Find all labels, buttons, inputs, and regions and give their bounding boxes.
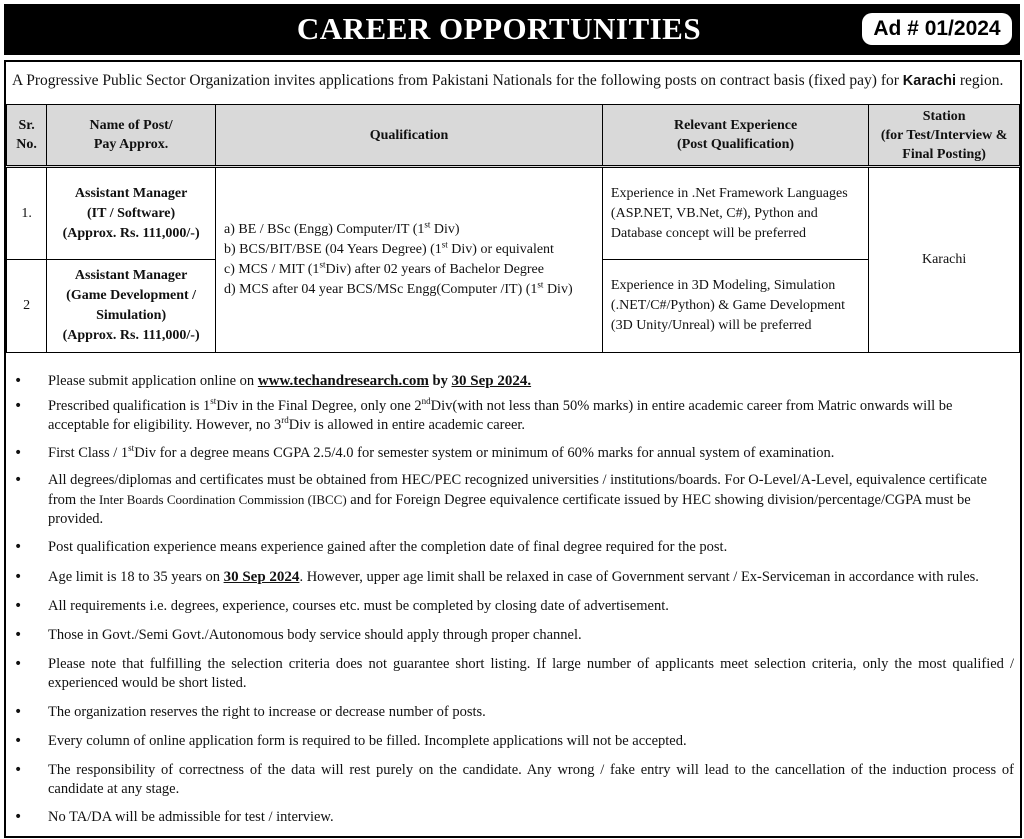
rule2-sup1: st (210, 396, 217, 407)
rule12-text: The responsibility of correctness of the data will rest purely on the candidate. Any wrong / fake entry will lead to the cancellation of the induction process of candidate at any stage. (48, 762, 1014, 797)
row1-post (47, 167, 216, 260)
qual-c-sup: st (319, 259, 326, 270)
rule3-a: First Class / 1 (48, 445, 129, 461)
rule2-sup2: nd (421, 396, 431, 407)
list-item (10, 703, 1014, 722)
list-item (10, 538, 1014, 557)
row2-title: Assistant Manager (74, 268, 188, 283)
header-name (47, 105, 216, 167)
rule3-b: Div for a degree means CGPA 2.5/4.0 for semester system or minimum of 60% marks for annual system of examination. (134, 445, 835, 461)
rule7-text: All requirements i.e. degrees, experience, courses etc. must be completed by closing date of advertisement. (48, 598, 669, 614)
bullet-icon: • (14, 627, 23, 643)
qual-d-end: Div) (543, 282, 573, 297)
qual-b-sup: st (441, 239, 448, 250)
ad-number-badge: Ad # 01/2024 (862, 13, 1012, 45)
qual-a-end: Div) (430, 222, 460, 237)
header-experience (602, 105, 868, 167)
list-item (10, 372, 1014, 391)
bullet-icon: • (14, 445, 23, 461)
bullet-icon: • (14, 762, 23, 778)
list-item (10, 444, 1014, 463)
row1-experience (602, 167, 868, 260)
qual-b-end: Div) or equivalent (447, 242, 554, 257)
list-item (10, 808, 1014, 827)
intro-suffix: region. (956, 72, 1004, 89)
rule10-text: The organization reserves the right to increase or decrease number of posts. (48, 704, 486, 720)
rule6-date: 30 Sep 2024 (223, 569, 300, 585)
rule9-text: Please note that fulfilling the selection criteria does not guarantee short listing. If large number of applicants meet selection criteria, only the most qualified / experienced would be short listed. (48, 656, 1014, 691)
header-sr-line2: No. (16, 137, 37, 152)
header-name-line2: Pay Approx. (93, 137, 169, 152)
intro-text (12, 72, 1012, 90)
rule8-text: Those in Govt./Semi Govt./Autonomous body service should apply through proper channel. (48, 627, 582, 643)
rule1-deadline: 30 Sep 2024. (451, 373, 532, 389)
rule4-ibcc: the Inter Boards Coordination Commission (IBCC) (79, 492, 347, 507)
qual-d-sup: st (537, 279, 544, 290)
row1-title: Assistant Manager (74, 185, 188, 201)
list-item (10, 626, 1014, 645)
rule3-sup: st (128, 443, 135, 454)
row2-dept2: Simulation) (96, 308, 167, 323)
bullet-icon: • (14, 569, 23, 585)
row2-sr: 2 (7, 260, 47, 353)
row1-exp-line2: (ASP.NET, VB.Net, C#), Python and (610, 205, 818, 221)
bullet-icon: • (14, 398, 23, 414)
header-banner (4, 4, 1020, 55)
row1-pay: (Approx. Rs. 111,000/-) (62, 225, 200, 241)
intro-region: Karachi (902, 73, 956, 89)
posts-table (6, 104, 1020, 353)
bullet-icon: • (14, 809, 23, 825)
rule2-c: Div(with not less than 50% marks) in entire academic career from Matric onwards will be acceptable for eligibility. However, no 3 (48, 398, 953, 433)
table-row (7, 167, 1020, 260)
row2-dept: (Game Development / (66, 288, 197, 303)
rule2-b: Div in the Final Degree, only one 2 (216, 398, 422, 414)
intro-body: A Progressive Public Sector Organization invites applications from Pakistani Nationals for the following posts on contract basis (fixed pay) for (12, 72, 903, 89)
qual-c-end: Div) after 02 years of Bachelor Degree (325, 262, 544, 277)
header-stn-line3: Final Posting) (902, 146, 986, 162)
list-item (10, 568, 1014, 587)
station-cell: Karachi (869, 167, 1020, 353)
header-qualification: Qualification (216, 105, 603, 167)
rule6-b: . However, upper age limit shall be relaxed in case of Government servant / Ex-Serviceman in accordance with rules. (299, 569, 979, 585)
bullet-icon: • (14, 373, 23, 389)
rule6-a: Age limit is 18 to 35 years on (48, 569, 224, 585)
table-header-row (7, 105, 1020, 167)
bullet-icon: • (14, 472, 23, 488)
row1-exp-line3: Database concept will be preferred (610, 225, 807, 241)
rule4-a: All degrees/diplomas and certificates must be obtained from HEC/PEC recognized universities / institutions/boards. For O-Level/A-Level, equivalence certificate from (48, 472, 987, 508)
instructions-list (10, 370, 1014, 827)
header-name-line1: Name of Post/ (89, 118, 173, 133)
page-title: CAREER OPPORTUNITIES (296, 11, 702, 46)
apply-url-link[interactable]: www.techandresearch.com (257, 373, 429, 389)
qual-a: a) BE / BSc (Engg) Computer/IT (1 (224, 222, 425, 237)
bullet-icon: • (14, 598, 23, 614)
qual-b: b) BCS/BIT/BSE (04 Years Degree) (1 (224, 242, 442, 257)
rule4-b: and for Foreign Degree equivalence certificate issued by HEC showing division/percentage/CGPA must be provided. (48, 492, 971, 527)
bullet-icon: • (14, 656, 23, 672)
rule2-a: Prescribed qualification is 1 (48, 398, 211, 414)
bullet-icon: • (14, 539, 23, 555)
header-stn-line1: Station (922, 108, 966, 124)
row1-exp-line1: Experience in .Net Framework Languages (610, 185, 848, 201)
list-item (10, 761, 1014, 799)
qual-a-sup: st (424, 219, 431, 230)
row2-experience (602, 260, 868, 353)
rule2-d: Div is allowed in entire academic career. (288, 417, 526, 433)
header-exp-line2: (Post Qualification) (677, 137, 795, 152)
rule1-text: Please submit application online on (48, 373, 258, 389)
qual-c: c) MCS / MIT (1 (224, 262, 320, 277)
bullet-icon: • (14, 733, 23, 749)
row2-post (47, 260, 216, 353)
qualification-cell (216, 167, 603, 353)
header-exp-line1: Relevant Experience (673, 118, 798, 133)
row1-sr: 1. (7, 167, 47, 260)
row1-dept: (IT / Software) (87, 205, 176, 221)
list-item (10, 655, 1014, 693)
rule5-text: Post qualification experience means experience gained after the completion date of final degree required for the post. (48, 539, 728, 555)
bullet-icon: • (14, 704, 23, 720)
rule11-text: Every column of online application form is required to be filled. Incomplete applications will not be accepted. (48, 733, 687, 749)
row2-exp-line1: Experience in 3D Modeling, Simulation (610, 278, 836, 293)
qual-d: d) MCS after 04 year BCS/MSc Engg(Computer /IT) (1 (224, 282, 538, 297)
header-stn-line2: (for Test/Interview & (880, 127, 1008, 143)
row2-exp-line3: (3D Unity/Unreal) will be preferred (610, 318, 812, 333)
list-item (10, 397, 1014, 435)
list-item (10, 471, 1014, 529)
rule1-by: by (428, 373, 452, 389)
header-sr (7, 105, 47, 167)
row2-pay: (Approx. Rs. 111,000/-) (62, 328, 200, 343)
header-station (869, 105, 1020, 167)
rule13-text: No TA/DA will be admissible for test / interview. (48, 809, 334, 825)
row2-exp-line2: (.NET/C#/Python) & Game Development (610, 298, 845, 313)
list-item (10, 732, 1014, 751)
header-sr-line1: Sr. (18, 118, 35, 133)
list-item (10, 597, 1014, 616)
rule2-sup3: rd (281, 415, 289, 426)
